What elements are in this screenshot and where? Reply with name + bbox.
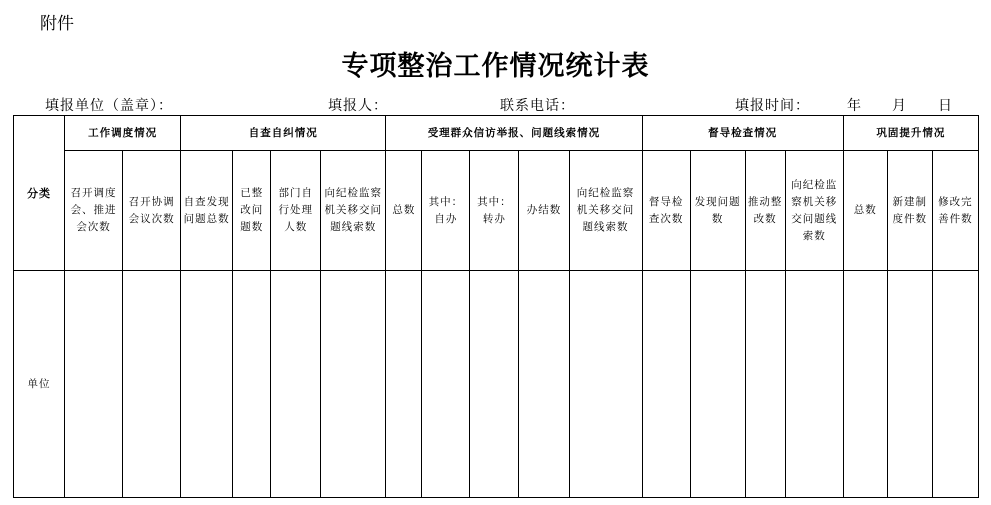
data-cell[interactable] — [932, 271, 978, 498]
column-header: 其中：转办 — [470, 151, 519, 271]
data-cell[interactable] — [386, 271, 422, 498]
annex-label: 附件 — [40, 14, 74, 34]
statistics-table — [13, 115, 979, 498]
data-cell[interactable] — [321, 271, 386, 498]
contact-phone-label: 联系电话： — [500, 98, 575, 114]
data-cell[interactable] — [569, 271, 642, 498]
data-cell[interactable] — [519, 271, 569, 498]
group-header-row — [14, 116, 979, 151]
column-header: 发现问题数 — [690, 151, 745, 271]
group-public-reports: 受理群众信访举报、问题线索情况 — [386, 116, 642, 151]
group-self-inspection: 自查自纠情况 — [181, 116, 386, 151]
column-header: 办结数 — [519, 151, 569, 271]
column-header: 督导检查次数 — [642, 151, 690, 271]
column-header: 向纪检监察机关移交问题线索数 — [785, 151, 843, 271]
column-header: 向纪检监察机关移交问题线索数 — [321, 151, 386, 271]
column-header: 总数 — [843, 151, 887, 271]
data-cell[interactable] — [745, 271, 785, 498]
column-header: 新建制度件数 — [887, 151, 932, 271]
table-row — [14, 271, 979, 498]
data-cell[interactable] — [422, 271, 470, 498]
column-header: 部门自行处理人数 — [271, 151, 321, 271]
page-title: 专项整治工作情况统计表 — [341, 51, 650, 82]
data-cell[interactable] — [65, 271, 123, 498]
column-header: 修改完善件数 — [932, 151, 978, 271]
data-cell[interactable] — [181, 271, 233, 498]
data-cell[interactable] — [271, 271, 321, 498]
month-label: 月 — [892, 98, 907, 114]
group-consolidation: 巩固提升情况 — [843, 116, 978, 151]
fill-time-label: 填报时间： — [735, 98, 810, 114]
column-header: 自查发现问题总数 — [181, 151, 233, 271]
group-work-scheduling: 工作调度情况 — [65, 116, 181, 151]
column-header: 推动整改数 — [745, 151, 785, 271]
category-header: 分类 — [14, 116, 65, 271]
data-cell[interactable] — [887, 271, 932, 498]
data-cell[interactable] — [642, 271, 690, 498]
data-cell[interactable] — [785, 271, 843, 498]
data-cell[interactable] — [690, 271, 745, 498]
fill-person-label: 填报人： — [328, 98, 388, 114]
column-header: 其中：自办 — [422, 151, 470, 271]
unit-row-label: 单位 — [14, 271, 65, 498]
column-header: 总数 — [386, 151, 422, 271]
column-header: 召开协调会议次数 — [123, 151, 181, 271]
data-cell[interactable] — [233, 271, 271, 498]
column-header: 已整改问题数 — [233, 151, 271, 271]
year-label: 年 — [847, 98, 862, 114]
group-supervision-inspection: 督导检查情况 — [642, 116, 843, 151]
column-header-row — [14, 151, 979, 271]
day-label: 日 — [938, 98, 953, 114]
data-cell[interactable] — [470, 271, 519, 498]
fill-unit-label: 填报单位（盖章）： — [45, 98, 173, 114]
column-header: 召开调度会、推进会次数 — [65, 151, 123, 271]
data-cell[interactable] — [843, 271, 887, 498]
data-cell[interactable] — [123, 271, 181, 498]
column-header: 向纪检监察机关移交问题线索数 — [569, 151, 642, 271]
